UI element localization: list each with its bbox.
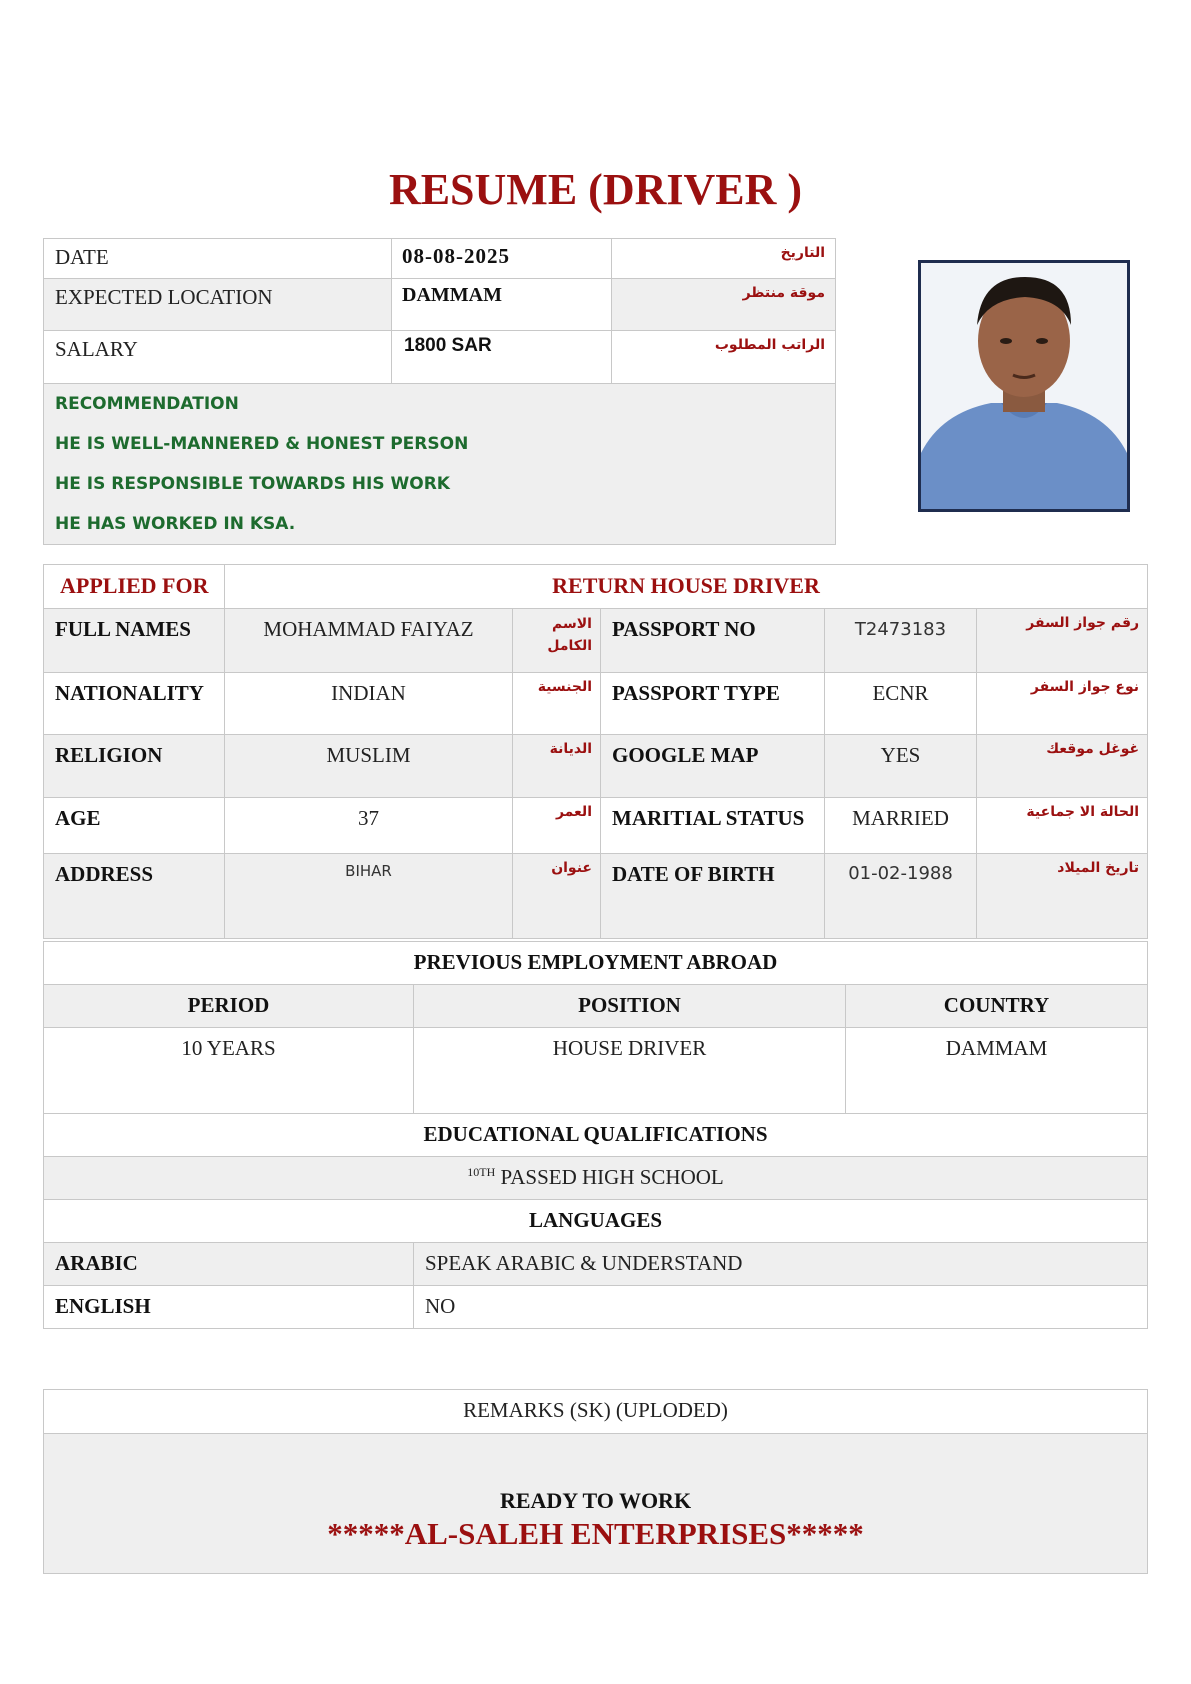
row-arabic: غوغل موقعك (977, 735, 1148, 798)
status-text: READY TO WORK (499, 1488, 692, 1513)
row-label: MARITIAL STATUS (601, 798, 825, 854)
row-value: T2473183 (825, 609, 977, 673)
row-arabic: العمر (513, 798, 601, 854)
remarks-table (43, 1389, 1148, 1574)
row-value: INDIAN (225, 673, 513, 735)
table-row (44, 854, 1148, 939)
column-header: COUNTRY (846, 985, 1148, 1028)
education-text: PASSED HIGH SCHOOL (500, 1165, 724, 1189)
date-arabic: التاريخ (612, 239, 836, 279)
personal-details-table (43, 564, 1148, 939)
row-label: GOOGLE MAP (601, 735, 825, 798)
recommendation-heading: RECOMMENDATION (55, 394, 239, 414)
location-label: EXPECTED LOCATION (44, 279, 392, 331)
table-row (44, 1028, 1148, 1114)
row-value: BIHAR (225, 854, 513, 939)
row-arabic: عنوان (513, 854, 601, 939)
salary-label: SALARY (44, 331, 392, 384)
table-row (44, 1286, 1148, 1329)
applied-for-label: APPLIED FOR (44, 565, 225, 609)
education-superscript: 10TH (467, 1165, 496, 1179)
person-photo-icon (921, 263, 1127, 509)
remarks-heading: REMARKS (SK) (UPLODED) (44, 1390, 1148, 1434)
salary-arabic: الراتب المطلوب (612, 331, 836, 384)
page-title: RESUME (DRIVER ) (388, 165, 803, 214)
row-arabic: الحالة الا جماعية (977, 798, 1148, 854)
table-row (44, 798, 1148, 854)
location-value: DAMMAM (392, 279, 612, 331)
table-row (44, 673, 1148, 735)
row-arabic: رقم جواز السفر (977, 609, 1148, 673)
row-arabic: الاسم الكامل (513, 609, 601, 673)
company-name: *****AL-SALEH ENTERPRISES***** (327, 1516, 864, 1551)
table-cell: 10 YEARS (44, 1028, 414, 1114)
languages-heading: LANGUAGES (44, 1200, 1148, 1243)
row-label: PASSPORT TYPE (601, 673, 825, 735)
table-row (44, 609, 1148, 673)
row-label: ADDRESS (44, 854, 225, 939)
employment-table (43, 941, 1148, 1114)
row-label: DATE OF BIRTH (601, 854, 825, 939)
row-arabic: تاريخ الميلاد (977, 854, 1148, 939)
location-arabic: موقة منتظر (612, 279, 836, 331)
row-value: MARRIED (825, 798, 977, 854)
top-info-table (43, 238, 836, 545)
row-value: 01-02-1988 (825, 854, 977, 939)
row-value: MUSLIM (225, 735, 513, 798)
language-name: ENGLISH (44, 1286, 414, 1329)
education-languages-table (43, 1113, 1148, 1329)
column-header: PERIOD (44, 985, 414, 1028)
language-level: NO (414, 1286, 1148, 1329)
table-cell: DAMMAM (846, 1028, 1148, 1114)
row-value: ECNR (825, 673, 977, 735)
row-label: AGE (44, 798, 225, 854)
row-value: YES (825, 735, 977, 798)
row-label: RELIGION (44, 735, 225, 798)
table-row (44, 1243, 1148, 1286)
row-label: PASSPORT NO (601, 609, 825, 673)
recommendation-line: HE HAS WORKED IN KSA. (55, 514, 296, 534)
education-value (44, 1157, 1148, 1200)
table-cell: HOUSE DRIVER (414, 1028, 846, 1114)
salary-value: 1800 SAR (392, 331, 612, 384)
row-value: MOHAMMAD FAIYAZ (225, 609, 513, 673)
row-value: 37 (225, 798, 513, 854)
remarks-body (44, 1434, 1148, 1574)
date-value: 08-08-2025 (392, 239, 612, 279)
recommendation-line: HE IS RESPONSIBLE TOWARDS HIS WORK (55, 474, 450, 494)
row-arabic: الجنسية (513, 673, 601, 735)
recommendation-line: HE IS WELL-MANNERED & HONEST PERSON (55, 434, 469, 454)
row-arabic: نوع جواز السفر (977, 673, 1148, 735)
education-heading: EDUCATIONAL QUALIFICATIONS (44, 1114, 1148, 1157)
date-label: DATE (44, 239, 392, 279)
row-arabic: الديانة (513, 735, 601, 798)
recommendation-box (44, 384, 836, 545)
language-name: ARABIC (44, 1243, 414, 1286)
table-row (44, 735, 1148, 798)
language-level: SPEAK ARABIC & UNDERSTAND (414, 1243, 1148, 1286)
row-label: NATIONALITY (44, 673, 225, 735)
column-header: POSITION (414, 985, 846, 1028)
row-label: FULL NAMES (44, 609, 225, 673)
employment-heading: PREVIOUS EMPLOYMENT ABROAD (44, 942, 1148, 985)
person-photo (918, 260, 1130, 512)
applied-for-value: RETURN HOUSE DRIVER (225, 565, 1148, 609)
